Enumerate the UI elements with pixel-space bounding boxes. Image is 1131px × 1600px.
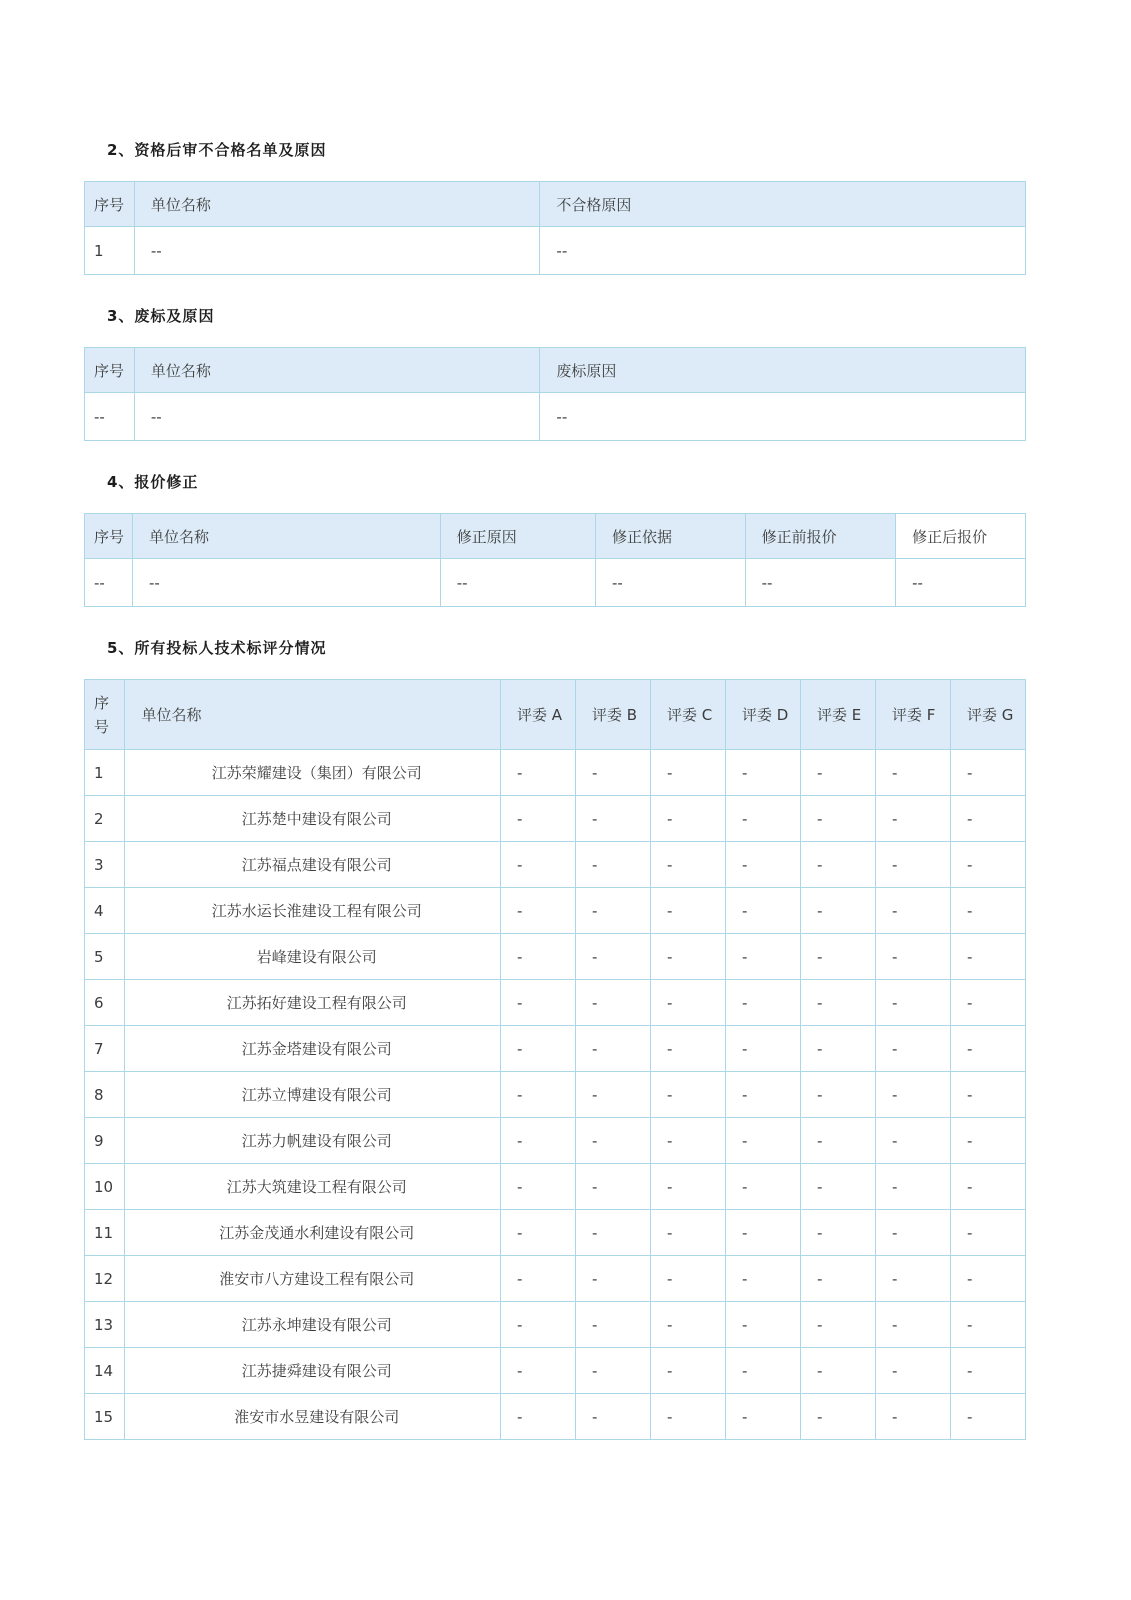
table-cell: -- <box>132 559 440 607</box>
table-cell: - <box>650 1302 725 1348</box>
column-header: 评委 A <box>500 680 575 750</box>
table-cell: 11 <box>85 1210 125 1256</box>
table-row <box>85 796 1026 842</box>
column-header: 修正前报价 <box>745 514 896 559</box>
table-cell: - <box>875 888 950 934</box>
table-cell: 13 <box>85 1302 125 1348</box>
table-cell: - <box>800 1348 875 1394</box>
table-row <box>85 1210 1026 1256</box>
table-cell: - <box>500 1348 575 1394</box>
table-cell: -- <box>595 559 745 607</box>
table-cell: - <box>800 888 875 934</box>
table-cell: - <box>875 980 950 1026</box>
table-cell: - <box>575 1072 650 1118</box>
table-cell: - <box>725 1164 800 1210</box>
table-row <box>85 842 1026 888</box>
column-header: 废标原因 <box>540 348 1026 393</box>
table-cell: - <box>575 1256 650 1302</box>
table-cell: - <box>875 1164 950 1210</box>
column-header: 评委 B <box>575 680 650 750</box>
column-header: 修正依据 <box>595 514 745 559</box>
column-header: 修正后报价 <box>896 514 1026 559</box>
table-row <box>85 980 1026 1026</box>
table-row <box>85 1256 1026 1302</box>
table-cell: - <box>650 1256 725 1302</box>
table-cell: - <box>725 750 800 796</box>
table-cell: - <box>575 796 650 842</box>
table-cell: - <box>725 1072 800 1118</box>
table-cell: - <box>950 1302 1025 1348</box>
table-cell: - <box>725 1026 800 1072</box>
column-header: 评委 E <box>800 680 875 750</box>
table-cell: - <box>950 1394 1025 1440</box>
table-cell: 江苏福点建设有限公司 <box>125 842 501 888</box>
table-cell: - <box>875 1256 950 1302</box>
table-row <box>85 1118 1026 1164</box>
table-cell: - <box>500 1026 575 1072</box>
column-header: 序号 <box>85 348 135 393</box>
column-header: 修正原因 <box>440 514 595 559</box>
table-row <box>85 1072 1026 1118</box>
table-row <box>85 1348 1026 1394</box>
table-cell: - <box>725 1348 800 1394</box>
table-cell: - <box>950 1210 1025 1256</box>
table-cell: - <box>500 1302 575 1348</box>
table-cell: 江苏永坤建设有限公司 <box>125 1302 501 1348</box>
column-header: 单位名称 <box>132 514 440 559</box>
table-row <box>85 934 1026 980</box>
table-cell: - <box>875 934 950 980</box>
table-cell: - <box>800 1026 875 1072</box>
table-cell: - <box>800 796 875 842</box>
section-price-correction <box>84 472 1026 607</box>
table-cell: - <box>575 934 650 980</box>
table-cell: 江苏立博建设有限公司 <box>125 1072 501 1118</box>
table-cell: - <box>725 796 800 842</box>
table-cell: - <box>500 1394 575 1440</box>
table-cell: - <box>800 1210 875 1256</box>
table-cell: 3 <box>85 842 125 888</box>
table-cell: 15 <box>85 1394 125 1440</box>
table-cell: - <box>725 934 800 980</box>
table-cell: - <box>875 1118 950 1164</box>
table-cell: - <box>875 1072 950 1118</box>
column-header: 不合格原因 <box>540 182 1026 227</box>
table-cell: - <box>650 1210 725 1256</box>
table-cell: - <box>725 1210 800 1256</box>
table-cell: - <box>575 1164 650 1210</box>
qualification-review-table-grid <box>84 181 1026 275</box>
table-cell: - <box>950 796 1025 842</box>
header-row <box>85 348 1026 393</box>
table-cell: 江苏金茂通水利建设有限公司 <box>125 1210 501 1256</box>
table-row <box>85 750 1026 796</box>
table-cell: - <box>800 750 875 796</box>
table-cell: - <box>950 888 1025 934</box>
table-cell: 江苏大筑建设工程有限公司 <box>125 1164 501 1210</box>
invalid-bid-table-grid <box>84 347 1026 441</box>
table-cell: - <box>725 1118 800 1164</box>
section-heading-qualification-review: 2、资格后审不合格名单及原因 <box>107 141 327 159</box>
table-cell: - <box>725 888 800 934</box>
section-invalid-bid <box>84 306 1026 441</box>
header-row <box>85 182 1026 227</box>
table-row <box>85 1026 1026 1072</box>
table-cell: - <box>950 1072 1025 1118</box>
table-cell: 7 <box>85 1026 125 1072</box>
section-technical-score <box>84 638 1026 1440</box>
table-cell: 10 <box>85 1164 125 1210</box>
table-cell: -- <box>134 393 540 441</box>
table-cell: - <box>500 796 575 842</box>
table-cell: 5 <box>85 934 125 980</box>
table-cell: - <box>725 842 800 888</box>
table-cell: - <box>950 934 1025 980</box>
table-cell: 8 <box>85 1072 125 1118</box>
table-cell: 12 <box>85 1256 125 1302</box>
invalid-bid-table <box>84 347 1026 441</box>
table-cell: - <box>950 842 1025 888</box>
table-cell: 14 <box>85 1348 125 1394</box>
table-cell: 江苏捷舜建设有限公司 <box>125 1348 501 1394</box>
table-cell: - <box>800 1256 875 1302</box>
table-cell: - <box>650 980 725 1026</box>
section-qualification-review <box>84 140 1026 275</box>
table-cell: - <box>650 1118 725 1164</box>
table-row <box>85 888 1026 934</box>
header-row <box>85 680 1026 750</box>
table-cell: 2 <box>85 796 125 842</box>
table-row <box>85 1164 1026 1210</box>
table-cell: 4 <box>85 888 125 934</box>
table-cell: - <box>875 796 950 842</box>
table-row <box>85 1302 1026 1348</box>
table-cell: - <box>575 1210 650 1256</box>
table-cell: - <box>950 1348 1025 1394</box>
column-header: 评委 G <box>950 680 1025 750</box>
table-cell: - <box>800 1302 875 1348</box>
table-cell: - <box>950 1026 1025 1072</box>
table-cell: - <box>800 842 875 888</box>
table-cell: - <box>800 1072 875 1118</box>
table-cell: - <box>725 980 800 1026</box>
table-cell: - <box>650 1348 725 1394</box>
column-header: 评委 F <box>875 680 950 750</box>
table-row <box>85 227 1026 275</box>
table-cell: - <box>875 1302 950 1348</box>
table-cell: - <box>650 934 725 980</box>
table-cell: 江苏力帆建设有限公司 <box>125 1118 501 1164</box>
qualification-review-table <box>84 181 1026 275</box>
table-cell: 淮安市八方建设工程有限公司 <box>125 1256 501 1302</box>
table-cell: - <box>950 1164 1025 1210</box>
column-header: 单位名称 <box>125 680 501 750</box>
table-cell: 淮安市水昱建设有限公司 <box>125 1394 501 1440</box>
column-header: 序号 <box>85 680 125 750</box>
table-cell: -- <box>85 559 133 607</box>
header-row <box>85 514 1026 559</box>
table-cell: -- <box>540 393 1026 441</box>
table-cell: 9 <box>85 1118 125 1164</box>
table-cell: - <box>575 1026 650 1072</box>
table-cell: 江苏金塔建设有限公司 <box>125 1026 501 1072</box>
table-cell: - <box>500 1118 575 1164</box>
table-cell: - <box>500 888 575 934</box>
table-cell: - <box>725 1256 800 1302</box>
table-cell: - <box>650 1072 725 1118</box>
table-cell: -- <box>896 559 1026 607</box>
table-cell: - <box>800 1118 875 1164</box>
column-header: 评委 C <box>650 680 725 750</box>
table-cell: - <box>650 750 725 796</box>
table-cell: -- <box>134 227 540 275</box>
table-cell: - <box>500 842 575 888</box>
column-header: 序号 <box>85 514 133 559</box>
table-cell: - <box>500 1256 575 1302</box>
table-cell: - <box>875 1348 950 1394</box>
table-cell: - <box>950 1256 1025 1302</box>
table-cell: - <box>500 1072 575 1118</box>
table-cell: - <box>575 1118 650 1164</box>
column-header: 序号 <box>85 182 135 227</box>
table-cell: - <box>500 934 575 980</box>
table-cell: -- <box>440 559 595 607</box>
table-cell: -- <box>540 227 1026 275</box>
table-cell: 江苏楚中建设有限公司 <box>125 796 501 842</box>
table-cell: - <box>950 980 1025 1026</box>
table-cell: - <box>725 1394 800 1440</box>
section-heading-invalid-bid: 3、废标及原因 <box>107 307 215 325</box>
column-header: 评委 D <box>725 680 800 750</box>
table-cell: 江苏水运长淮建设工程有限公司 <box>125 888 501 934</box>
price-correction-table <box>84 513 1026 607</box>
price-correction-table-grid <box>84 513 1026 607</box>
table-cell: - <box>650 1394 725 1440</box>
table-cell: -- <box>745 559 896 607</box>
table-cell: 1 <box>85 227 135 275</box>
technical-score-table <box>84 679 1026 1440</box>
table-cell: 6 <box>85 980 125 1026</box>
table-cell: - <box>650 796 725 842</box>
column-header: 单位名称 <box>134 348 540 393</box>
table-row <box>85 1394 1026 1440</box>
table-cell: - <box>500 750 575 796</box>
table-cell: - <box>800 980 875 1026</box>
table-cell: - <box>575 1302 650 1348</box>
table-cell: 江苏荣耀建设（集团）有限公司 <box>125 750 501 796</box>
table-cell: - <box>650 842 725 888</box>
table-cell: - <box>650 888 725 934</box>
table-cell: - <box>875 1026 950 1072</box>
table-cell: - <box>500 980 575 1026</box>
table-cell: - <box>575 1348 650 1394</box>
table-cell: - <box>950 1118 1025 1164</box>
table-cell: - <box>575 750 650 796</box>
table-row <box>85 559 1026 607</box>
section-heading-price-correction: 4、报价修正 <box>107 473 199 491</box>
table-cell: 1 <box>85 750 125 796</box>
table-cell: - <box>800 934 875 980</box>
section-heading-technical-score: 5、所有投标人技术标评分情况 <box>107 639 327 657</box>
table-row <box>85 393 1026 441</box>
table-cell: - <box>725 1302 800 1348</box>
table-cell: - <box>800 1164 875 1210</box>
table-cell: - <box>875 1210 950 1256</box>
table-cell: - <box>575 842 650 888</box>
table-cell: - <box>875 750 950 796</box>
table-cell: - <box>950 750 1025 796</box>
table-cell: - <box>500 1164 575 1210</box>
table-cell: - <box>575 888 650 934</box>
table-cell: - <box>575 980 650 1026</box>
table-cell: 江苏拓好建设工程有限公司 <box>125 980 501 1026</box>
table-cell: 岩峰建设有限公司 <box>125 934 501 980</box>
technical-score-table-grid <box>84 679 1026 1440</box>
table-cell: - <box>875 842 950 888</box>
table-cell: - <box>650 1164 725 1210</box>
table-cell: - <box>500 1210 575 1256</box>
table-cell: - <box>650 1026 725 1072</box>
table-cell: -- <box>85 393 135 441</box>
column-header: 单位名称 <box>134 182 540 227</box>
table-cell: - <box>875 1394 950 1440</box>
table-cell: - <box>800 1394 875 1440</box>
table-cell: - <box>575 1394 650 1440</box>
